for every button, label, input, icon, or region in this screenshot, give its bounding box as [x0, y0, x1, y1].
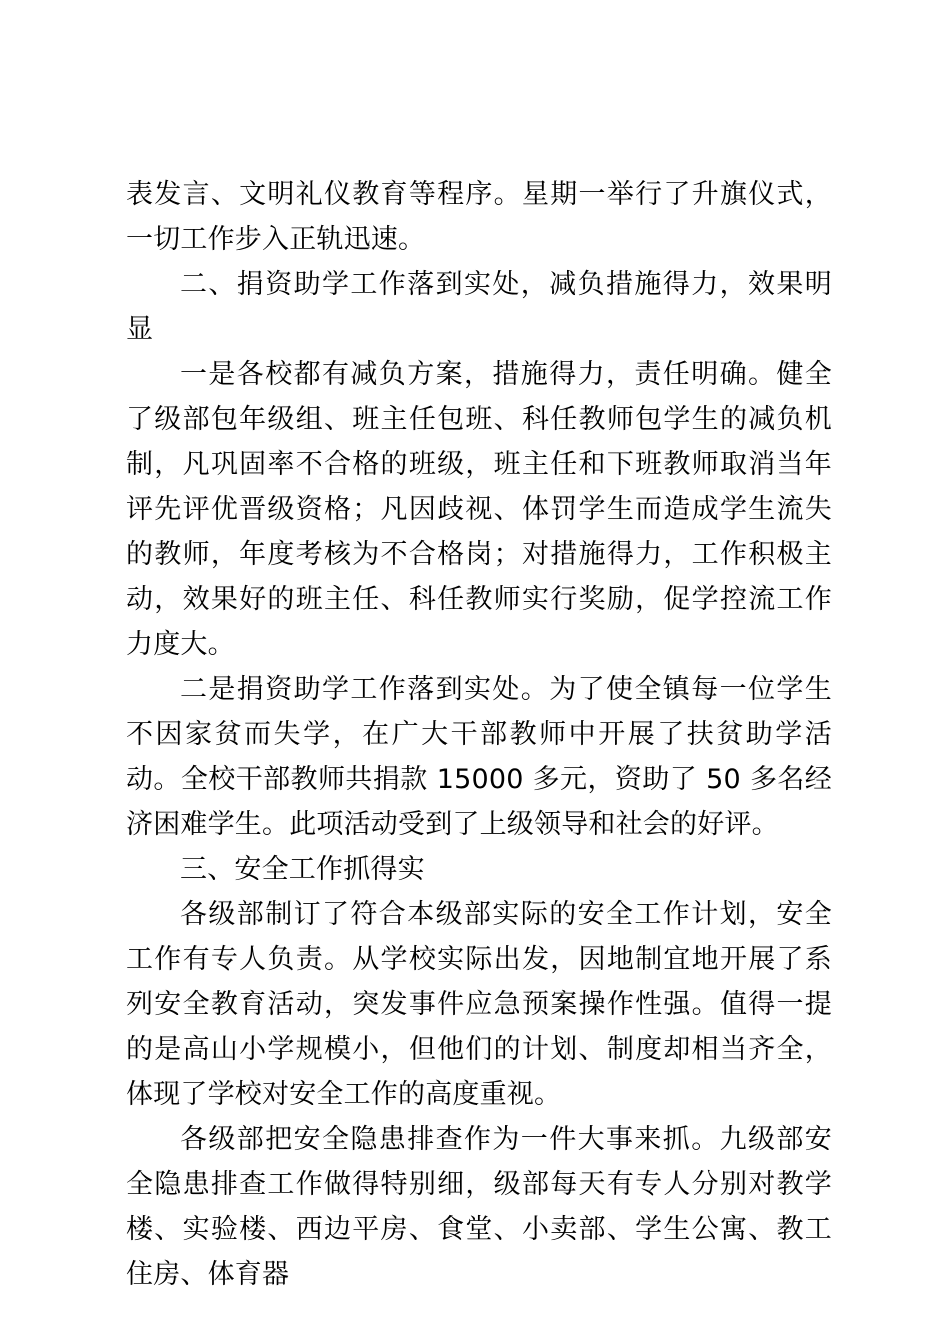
paragraph-burden-reduction: 一是各校都有减负方案，措施得力，责任明确。健全了级部包年级组、班主任包班、科任教师包学生的减负机制，凡巩固率不合格的班级，班主任和下班教师取消当年评先评优晋级资格；凡因歧视、体罚学生而造成学生流失的教师，年度考核为不合格岗；对措施得力，工作积极主动，效果好的班主任、科任教师实行奖励，促学控流工作力度大。: [126, 359, 832, 660]
paragraph-donation: 二是捐资助学工作落到实处。为了使全镇每一位学生不因家贫而失学，在广大干部教师中开展了扶贫助学活动。全校干部教师共捐款 15000 多元，资助了 50 多名经济困难学生。此项活动受到了上级领导和社会的好评。: [126, 674, 832, 840]
section-heading-donation: 二、捐资助学工作落到实处，减负措施得力，效果明显: [126, 269, 832, 345]
paragraph-safety-plan: 各级部制订了符合本级部实际的安全工作计划，安全工作有专人负责。从学校实际出发，因地制宜地开展了系列安全教育活动，突发事件应急预案操作性强。值得一提的是高山小学规模小，但他们的计划、制度却相当齐全，体现了学校对安全工作的高度重视。: [126, 899, 832, 1110]
document-page: [126, 172, 832, 1297]
paragraph-continuation: 表发言、文明礼仪教育等程序。星期一举行了升旗仪式，一切工作步入正轨迅速。: [126, 179, 832, 255]
section-heading-safety: 三、安全工作抓得实: [180, 854, 425, 885]
paragraph-hazard-check: 各级部把安全隐患排查作为一件大事来抓。九级部安全隐患排查工作做得特别细，级部每天有专人分别对教学楼、实验楼、西边平房、食堂、小卖部、学生公寓、教工住房、体育器: [126, 1124, 832, 1290]
